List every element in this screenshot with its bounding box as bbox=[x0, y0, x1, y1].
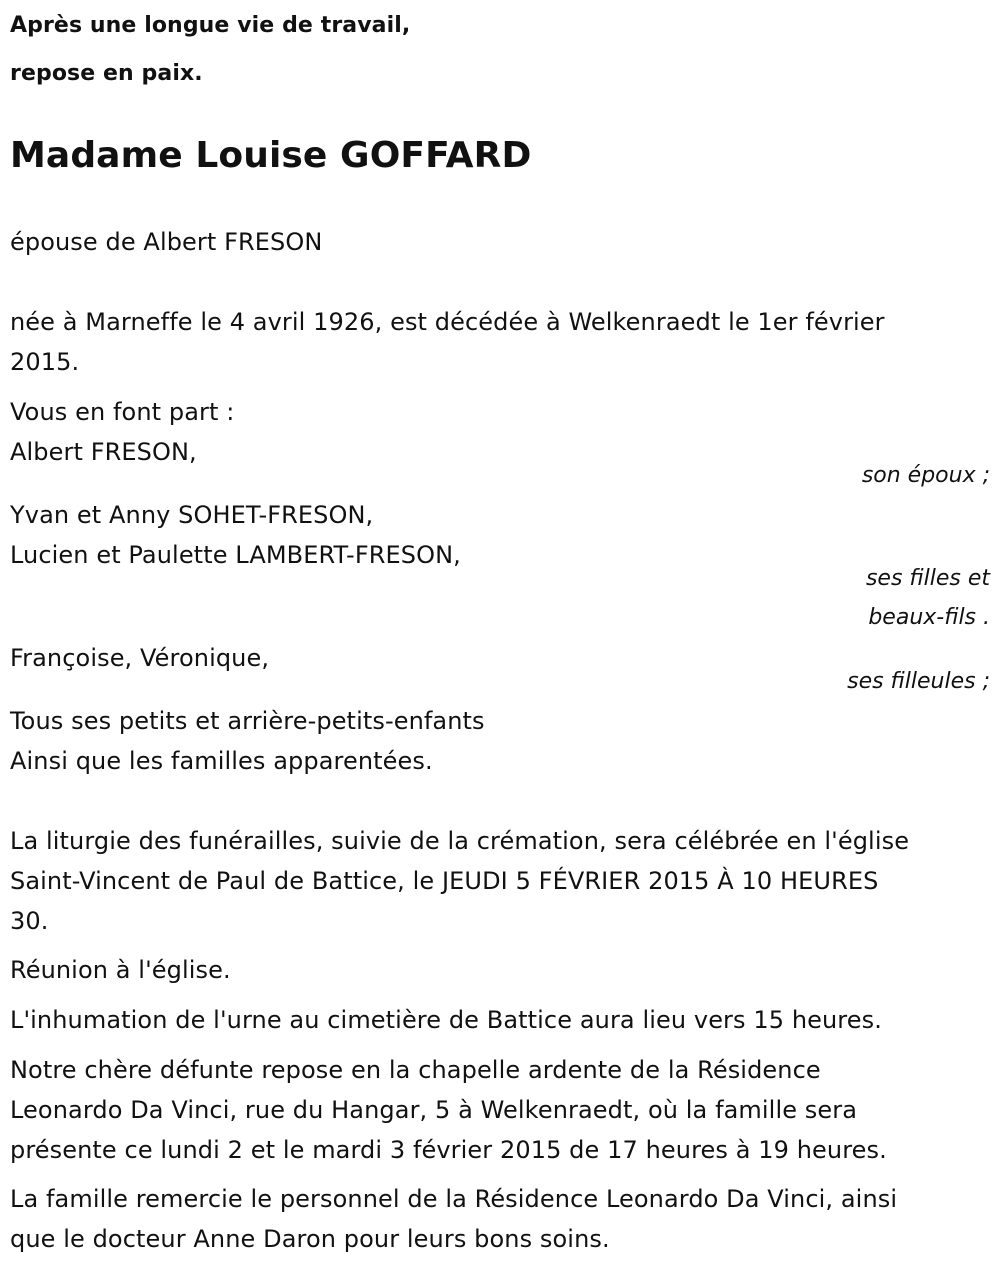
chapel-line-3: présente ce lundi 2 et le mardi 3 février 2015 de 17 heures à 19 heures. bbox=[10, 1136, 887, 1164]
thanks-line-1: La famille remercie le personnel de la Résidence Leonardo Da Vinci, ainsi bbox=[10, 1185, 898, 1213]
burial-line: L'inhumation de l'urne au cimetière de Battice aura lieu vers 15 heures. bbox=[10, 1006, 882, 1034]
intro-line-2: repose en paix. bbox=[10, 61, 203, 86]
announce-line: Vous en font part : bbox=[10, 398, 235, 426]
funeral-line-3: 30. bbox=[10, 907, 49, 935]
funeral-line-1: La liturgie des funérailles, suivie de la crémation, sera célébrée en l'église bbox=[10, 827, 910, 855]
chapel-line-2: Leonardo Da Vinci, rue du Hangar, 5 à Welkenraedt, où la famille sera bbox=[10, 1096, 858, 1124]
family-relation-daughters-2: beaux-fils . bbox=[868, 605, 990, 630]
family-name-goddaughters: Françoise, Véronique, bbox=[10, 644, 270, 672]
family-relation-goddaughters: ses filleules ; bbox=[847, 669, 990, 694]
relatives-line: Ainsi que les familles apparentées. bbox=[10, 747, 433, 775]
spouse-line: épouse de Albert FRESON bbox=[10, 228, 323, 256]
intro-line-1: Après une longue vie de travail, bbox=[10, 13, 411, 38]
funeral-line-2: Saint-Vincent de Paul de Battice, le JEUDI 5 FÉVRIER 2015 À 10 HEURES bbox=[10, 867, 879, 895]
family-name-spouse: Albert FRESON, bbox=[10, 438, 197, 466]
birth-line-2: 2015. bbox=[10, 348, 80, 376]
grandchildren-line: Tous ses petits et arrière-petits-enfants bbox=[10, 707, 485, 735]
deceased-name: Madame Louise GOFFARD bbox=[10, 135, 532, 176]
family-relation-daughters-1: ses filles et bbox=[865, 566, 990, 591]
thanks-line-2: que le docteur Anne Daron pour leurs bons soins. bbox=[10, 1225, 610, 1253]
chapel-line-1: Notre chère défunte repose en la chapelle ardente de la Résidence bbox=[10, 1056, 821, 1084]
birth-line-1: née à Marneffe le 4 avril 1926, est décédée à Welkenraedt le 1er février bbox=[10, 308, 885, 336]
meeting-line: Réunion à l'église. bbox=[10, 956, 231, 984]
family-name-daughter-1: Yvan et Anny SOHET-FRESON, bbox=[10, 501, 374, 529]
family-name-daughter-2: Lucien et Paulette LAMBERT-FRESON, bbox=[10, 541, 461, 569]
family-relation-spouse: son époux ; bbox=[861, 463, 990, 488]
